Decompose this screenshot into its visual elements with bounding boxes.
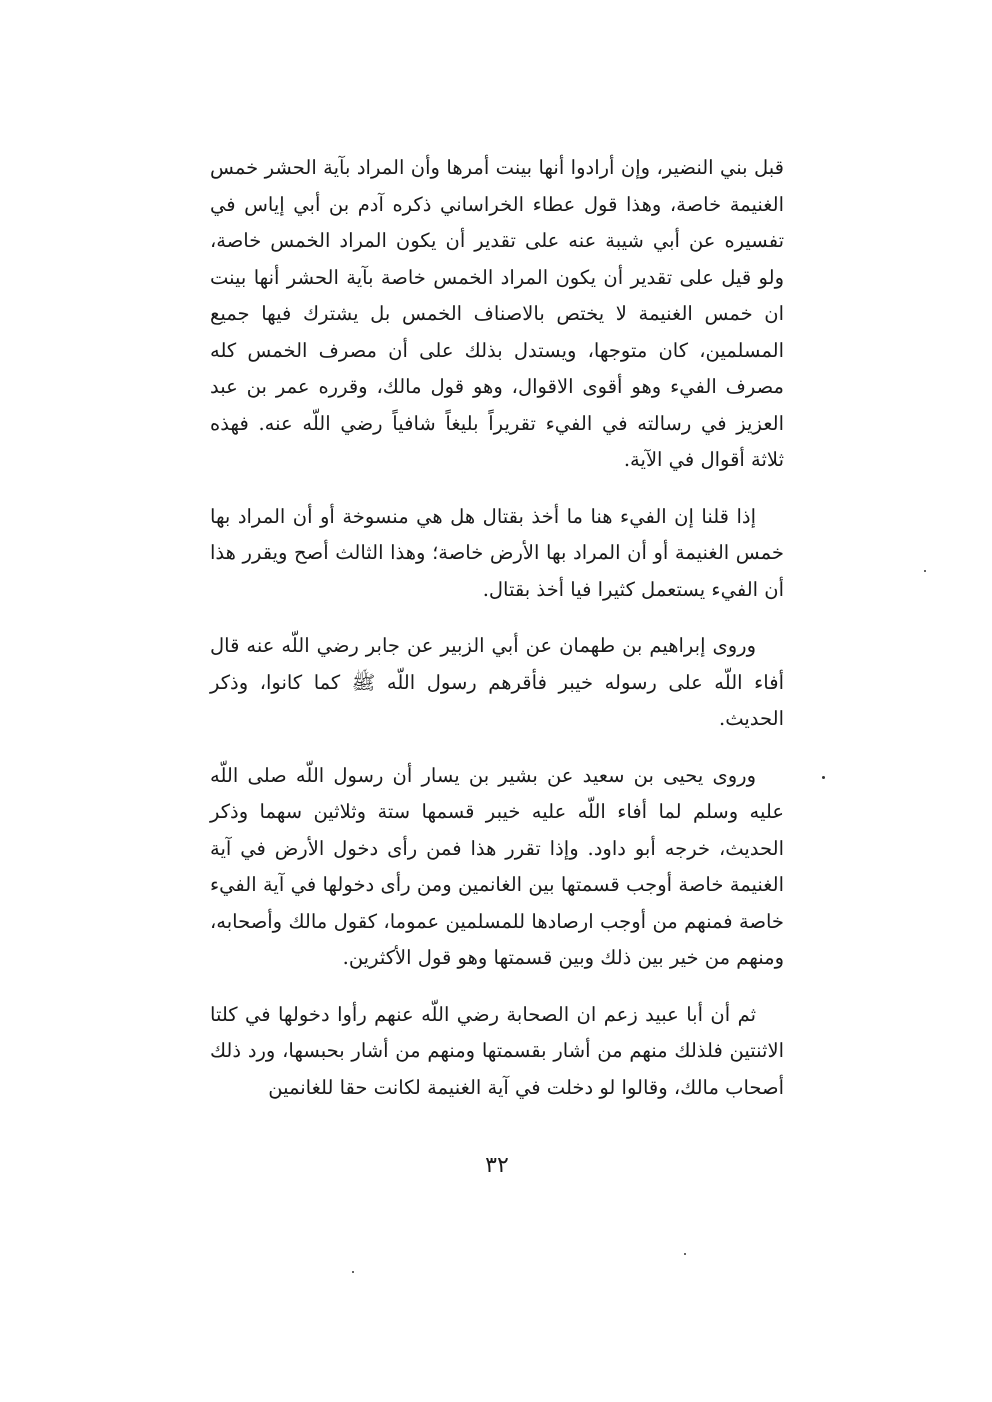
paragraph-3: وروى إبراهيم بن طهمان عن أبي الزبير عن جابر رضي اللّه عنه قال أفاء اللّه على رسوله خيبر فأقرهم رسول اللّه ﷺ كما كانوا، وذكر الحديث. <box>210 634 784 730</box>
scan-speck <box>684 1253 686 1255</box>
scan-speck <box>924 570 926 572</box>
page-number: ٣٢ <box>485 1153 509 1178</box>
document-page <box>210 150 784 1350</box>
body-text <box>210 150 784 1106</box>
paragraph-4: وروى يحيى بن سعيد عن بشير بن يسار أن رسول اللّه صلى اللّه عليه وسلم لما أفاء اللّه عليه خيبر قسمها ستة وثلاثين سهما وذكر الحديث، خرجه أبو داود. وإذا تقرر هذا فمن رأى دخول الأرض في آية الغنيمة خاصة أوجب قسمتها بين الغانمين ومن رأى دخولها في آية الفيء خاصة فمنهم من أوجب ارصادها للمسلمين عموما، كقول مالك وأصحابه، ومنهم من خير بين ذلك وبين قسمتها وهو قول الأكثرين. <box>210 763 784 969</box>
scan-speck <box>822 776 825 779</box>
scan-speck <box>352 1271 354 1273</box>
paragraph-1: قبل بني النضير، وإن أرادوا أنها بينت أمرها وأن المراد بآية الحشر خمس الغنيمة خاصة، وهذا قول عطاء الخراساني ذكره آدم بن أبي إياس في تفسيره عن أبي شيبة عنه على تقدير أن يكون المراد الخمس خاصة، ولو قيل على تقدير أن يكون المراد الخمس خاصة بآية الحشر أنها بينت ان خمس الغنيمة لا يختص بالاصناف الخمس بل يشترك فيها جميع المسلمين، كان متوجها، ويستدل بذلك على أن مصرف الخمس كله مصرف الفيء وهو أقوى الاقوال، وهو قول مالك، وقرره عمر بن عبد العزيز في رسالته في الفيء تقريراً بليغاً شافياً رضي اللّه عنه. فهذه ثلاثة أقوال في الآية. <box>210 156 784 471</box>
paragraph-2: إذا قلنا إن الفيء هنا ما أخذ بقتال هل هي منسوخة أو أن المراد بها خمس الغنيمة أو أن المراد بها الأرض خاصة؛ وهذا الثالث أصح ويقرر هذا أن الفيء يستعمل كثيرا فيا أخذ بقتال. <box>210 504 784 601</box>
paragraph-5: ثم أن أبا عبيد زعم ان الصحابة رضي اللّه عنهم رأوا دخولها في كلتا الاثنتين فلذلك منهم من أشار بقسمتها ومنهم من أشار بحبسها، ورد ذلك أصحاب مالك، وقالوا لو دخلت في آية الغنيمة لكانت حقا للغانمين <box>210 1002 784 1099</box>
